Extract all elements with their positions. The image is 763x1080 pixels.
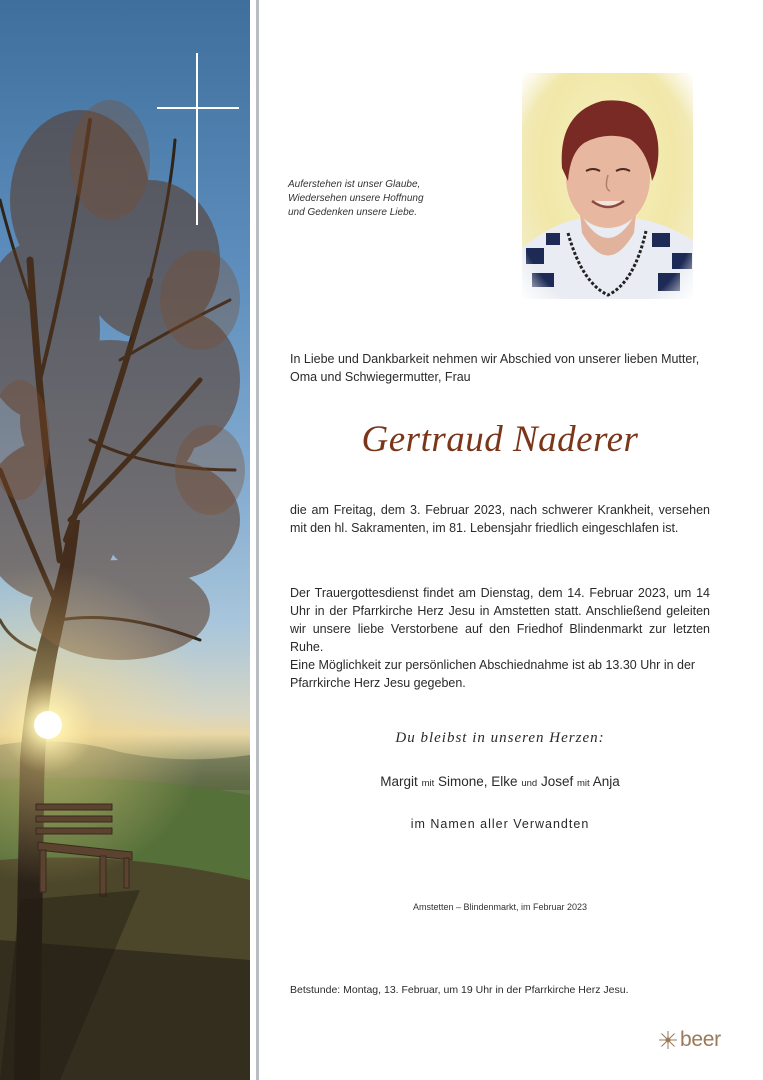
mourner-name: Elke (491, 774, 518, 789)
mourner-name: Margit (380, 774, 418, 789)
service-info: Der Trauergottesdienst findet am Dienstag, dem 14. Februar 2023, um 14 Uhr in der Pfarrkirche Herz Jesu in Amstetten statt. Anschließend geleiten wir unsere liebe Verstorbene auf den Friedhof Blindenmarkt zur letzten Ruhe. (290, 586, 710, 654)
portrait-photo (522, 73, 693, 299)
mourner-connector: und (521, 778, 538, 789)
mourner-connector: mit (577, 778, 590, 789)
mourner-name: Simone, (438, 774, 488, 789)
mourner-name: Anja (592, 774, 620, 789)
motto-line: Du bleibst in unseren Herzen: (395, 730, 605, 746)
quote-line: und Gedenken unsere Liebe. (288, 207, 417, 218)
mourners-list (288, 774, 712, 789)
portrait-illustration (522, 73, 693, 299)
quote-line: Wiedersehen unsere Hoffnung (288, 193, 424, 204)
divider-line-gray (256, 0, 259, 1080)
quote-line: Auferstehen ist unser Glaube, (288, 179, 421, 190)
deceased-name: Gertraud Naderer (361, 419, 639, 460)
death-notice: die am Freitag, dem 3. Februar 2023, nach schwerer Krankheit, versehen mit den hl. Sakramenten, im 81. Lebensjahr friedlich eingeschlafen ist. (290, 503, 710, 535)
funeral-home-logo (658, 1027, 721, 1053)
dandelion-icon (658, 1030, 678, 1050)
logo-text: beer (680, 1028, 721, 1051)
prayer-info: Betstunde: Montag, 13. Februar, um 19 Uhr in der Pfarrkirche Herz Jesu. (290, 984, 629, 996)
farewell-info: Eine Möglichkeit zur persönlichen Abschiednahme ist ab 13.30 Uhr in der Pfarrkirche Herz Jesu gegeben. (290, 658, 696, 690)
memorial-photo (0, 0, 250, 1080)
relatives-line: im Namen aller Verwandten (410, 817, 590, 831)
intro-text: In Liebe und Dankbarkeit nehmen wir Abschied von unserer lieben Mutter, Oma und Schwiegermutter, Frau (290, 352, 700, 384)
landscape-illustration (0, 0, 250, 1080)
place-date: Amstetten – Blindenmarkt, im Februar 2023 (412, 902, 588, 912)
memorial-quote (288, 178, 498, 220)
mourner-connector: mit (421, 778, 435, 789)
mourner-name: Josef (540, 774, 574, 789)
